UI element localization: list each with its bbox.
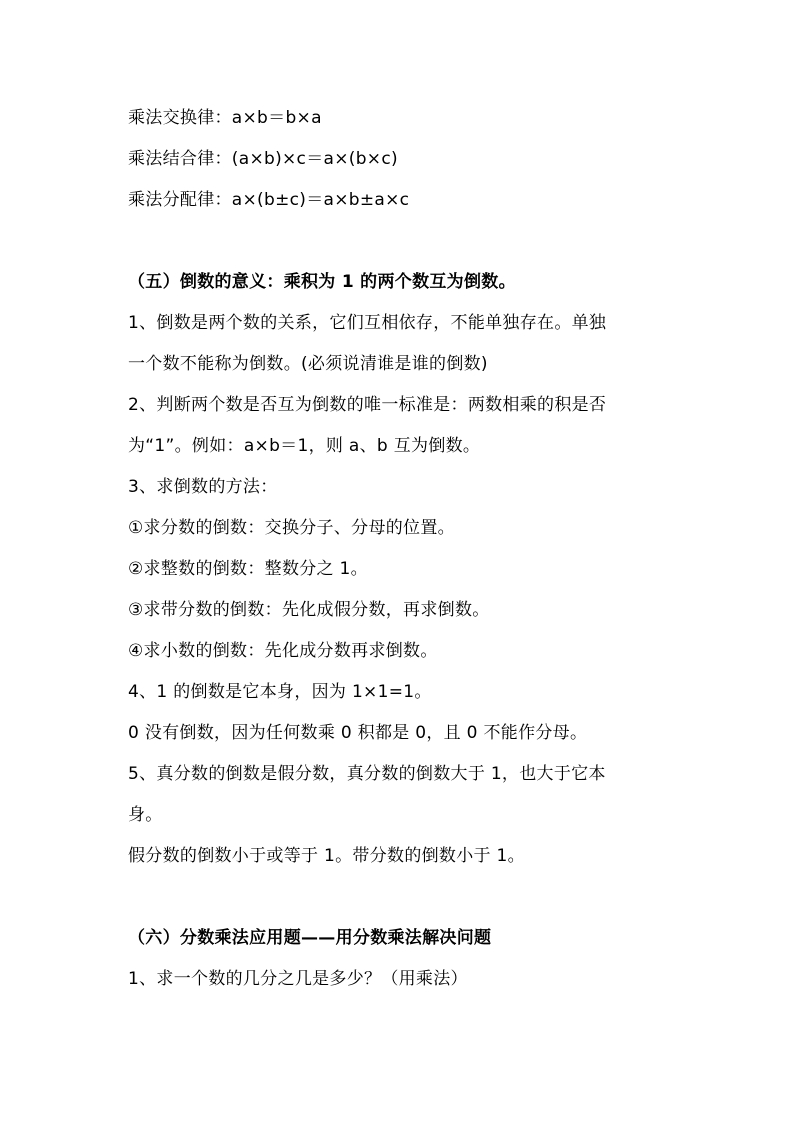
section-5-paragraph-line: 假分数的倒数小于或等于 1。带分数的倒数小于 1。 (128, 846, 525, 866)
multiplication-distributive-law: 乘法分配律：a×(b±c)＝a×b±a×c (128, 190, 410, 210)
section-5-list-item: ②求整数的倒数：整数分之 1。 (128, 559, 368, 579)
section-5-heading: （五）倒数的意义：乘积为 1 的两个数互为倒数。 (128, 272, 516, 292)
section-5-paragraph-line: 5、真分数的倒数是假分数，真分数的倒数大于 1，也大于它本 (128, 764, 606, 784)
section-5-paragraph-line: 身。 (128, 805, 163, 825)
section-5-paragraph-line: 2、判断两个数是否互为倒数的唯一标准是：两数相乘的积是否 (128, 395, 607, 415)
multiplication-associative-law: 乘法结合律：(a×b)×c＝a×(b×c) (128, 149, 398, 169)
section-5-paragraph-line: 4、1 的倒数是它本身，因为 1×1=1。 (128, 682, 432, 702)
section-5-list-item: ①求分数的倒数：交换分子、分母的位置。 (128, 518, 455, 538)
section-5-paragraph-line: 0 没有倒数，因为任何数乘 0 积都是 0，且 0 不能作分母。 (128, 723, 588, 743)
section-5-paragraph-line: 为“1”。例如：a×b＝1，则 a、b 互为倒数。 (128, 436, 481, 456)
section-5-paragraph-line: 一个数不能称为倒数。(必须说清谁是谁的倒数) (128, 354, 488, 374)
multiplication-commutative-law: 乘法交换律：a×b＝b×a (128, 108, 322, 128)
section-5-paragraph-line: 3、求倒数的方法： (128, 477, 278, 497)
section-6-heading: （六）分数乘法应用题——用分数乘法解决问题 (128, 928, 492, 948)
section-5-list-item: ④求小数的倒数：先化成分数再求倒数。 (128, 641, 438, 661)
section-6-paragraph-line: 1、求一个数的几分之几是多少？（用乘法） (128, 969, 468, 989)
section-5-paragraph-line: 1、倒数是两个数的关系，它们互相依存，不能单独存在。单独 (128, 313, 607, 333)
section-5-list-item: ③求带分数的倒数：先化成假分数，再求倒数。 (128, 600, 490, 620)
